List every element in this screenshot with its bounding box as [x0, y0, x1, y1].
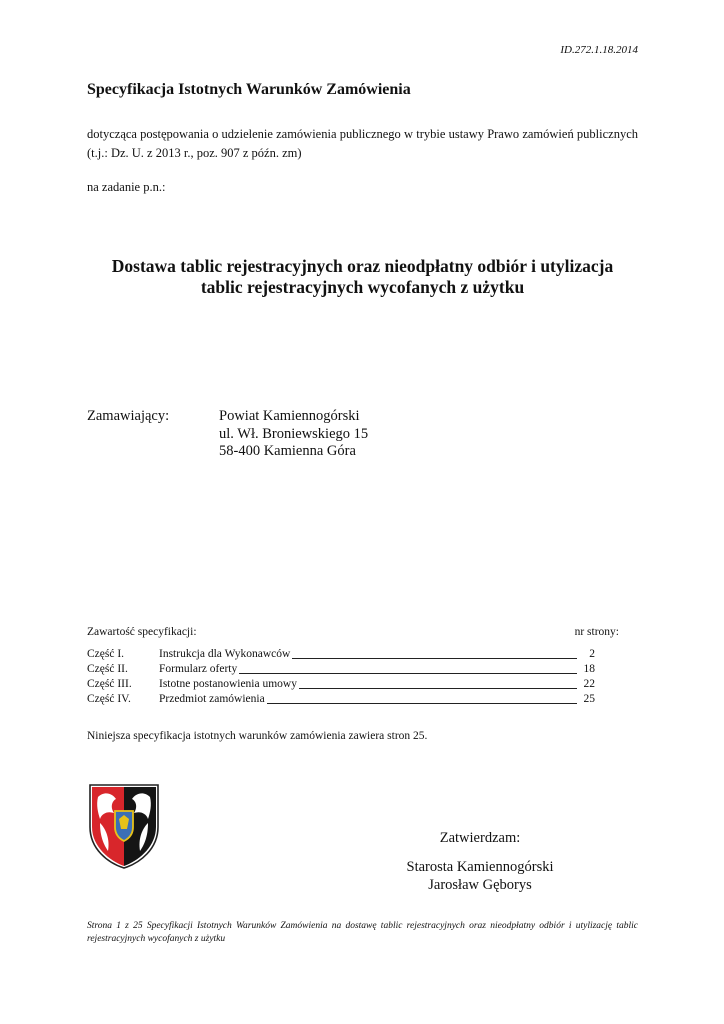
intro-paragraph: dotycząca postępowania o udzielenie zamówienia publicznego w trybie ustawy Prawo zamówień publicznych (t.j.: Dz. U. z 2013 r., poz. 907 z późn. zm) [87, 127, 638, 160]
document-title: Specyfikacja Istotnych Warunków Zamówienia [87, 81, 411, 98]
toc-page: 2 [589, 648, 595, 660]
toc-leader [292, 658, 577, 659]
ordering-party-label: Zamawiający: [87, 408, 170, 424]
toc-part: Część I. [87, 648, 125, 660]
table-of-contents [87, 647, 595, 707]
ordering-party-address [219, 408, 368, 461]
toc-title: Formularz oferty [159, 663, 238, 675]
toc-part: Część IV. [87, 693, 131, 705]
task-intro: na zadanie p.n.: [87, 180, 166, 194]
signatory-role: Starosta Kamiennogórski [406, 859, 554, 875]
approval-signatory [390, 858, 570, 894]
contents-label: Zawartość specyfikacji: [87, 626, 197, 638]
toc-leader [299, 688, 577, 689]
ordering-party-street: ul. Wł. Broniewskiego 15 [219, 425, 369, 442]
pages-label: nr strony: [574, 626, 619, 638]
task-title-line-2: tablic rejestracyjnych wycofanych z użytku [200, 277, 525, 297]
toc-part: Część II. [87, 663, 128, 675]
task-title-line-1: Dostawa tablic rejestracyjnych oraz nieodpłatny odbiór i utylizacja [111, 256, 614, 276]
toc-page: 18 [583, 663, 595, 675]
toc-title: Przedmiot zamówienia [159, 693, 265, 705]
toc-page: 22 [583, 678, 595, 690]
signatory-name: Jarosław Gęborys [428, 877, 532, 893]
toc-title: Instrukcja dla Wykonawców [159, 648, 291, 660]
toc-row [87, 692, 595, 707]
coat-of-arms-icon [88, 783, 160, 869]
toc-leader [267, 703, 577, 704]
toc-row [87, 647, 595, 662]
toc-title: Istotne postanowienia umowy [159, 678, 297, 690]
page-count-summary: Niniejsza specyfikacja istotnych warunków zamówienia zawiera stron 25. [87, 730, 428, 742]
toc-page: 25 [583, 693, 595, 705]
ordering-party-city: 58-400 Kamienna Góra [219, 443, 356, 459]
ordering-party-name: Powiat Kamiennogórski [219, 408, 360, 424]
toc-row [87, 662, 595, 677]
task-title [87, 256, 638, 298]
approval-label: Zatwierdzam: [439, 830, 521, 846]
toc-part: Część III. [87, 678, 132, 690]
toc-leader [239, 673, 577, 674]
document-id: ID.272.1.18.2014 [560, 44, 638, 56]
toc-row [87, 677, 595, 692]
page-footer: Strona 1 z 25 Specyfikacji Istotnych Warunków Zamówienia na dostawę tablic rejestracyjnych oraz nieodpłatny odbiór i utylizację tablic rejestracyjnych wycofanych z użytku [87, 921, 638, 944]
